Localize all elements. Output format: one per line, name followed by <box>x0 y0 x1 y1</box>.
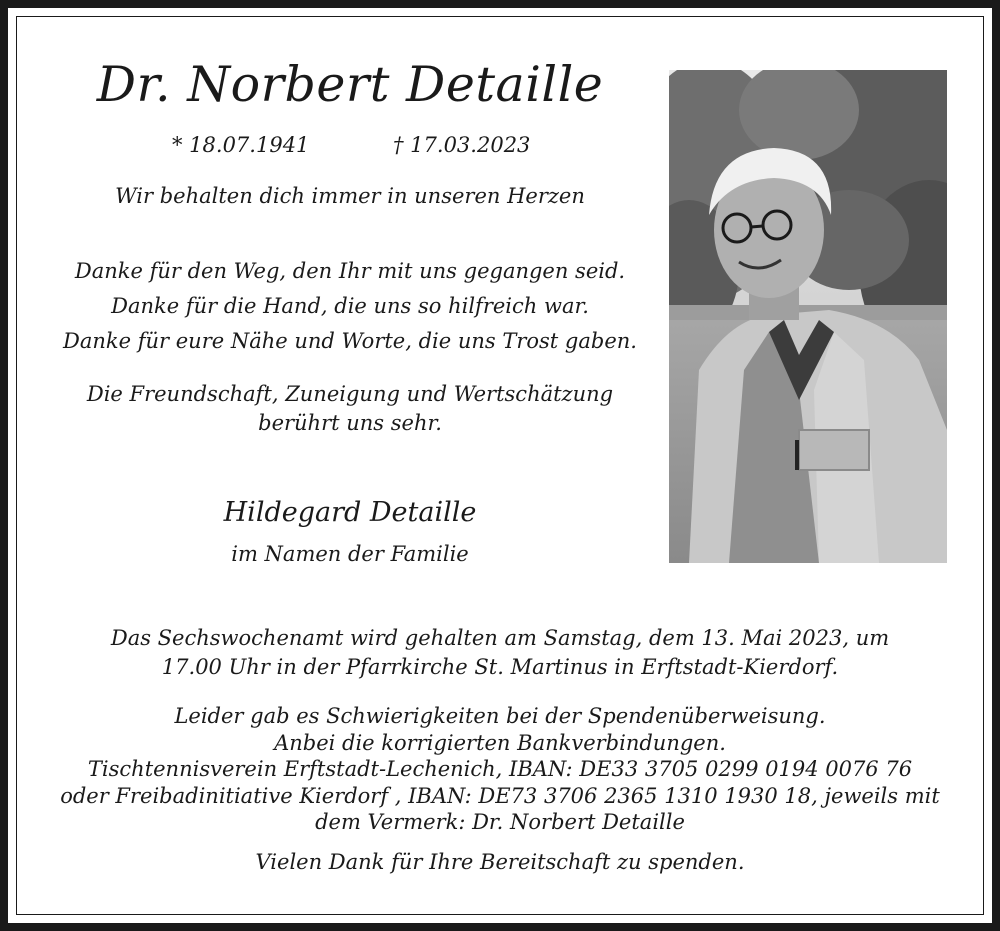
friendship-text <box>50 380 650 438</box>
friendship-line: Die Freundschaft, Zuneigung und Wertschätzung <box>86 382 614 406</box>
deceased-name: Dr. Norbert Detaille <box>96 56 604 113</box>
donation-line: Tischtennisverein Erftstadt-Lechenich, IBAN: DE33 3705 0299 0194 0076 76 <box>87 757 913 781</box>
donation-line: Leider gab es Schwierigkeiten bei der Spendenüberweisung. <box>174 704 826 728</box>
thanks-line: Vielen Dank für Ihre Bereitschaft zu spenden. <box>255 850 745 874</box>
motto: Wir behalten dich immer in unseren Herzen <box>115 184 585 208</box>
service-line: 17.00 Uhr in der Pfarrkirche St. Martinus in Erftstadt-Kierdorf. <box>161 655 839 679</box>
poem-line: Danke für eure Nähe und Worte, die uns Trost gaben. <box>63 329 637 353</box>
friendship-line: berührt uns sehr. <box>258 411 442 435</box>
donation-line: oder Freibadinitiative Kierdorf , IBAN: DE73 3706 2365 1310 1930 18, jeweils mit <box>60 783 940 808</box>
portrait-photo <box>669 70 947 563</box>
donation-notice <box>40 703 960 836</box>
signer-name: Hildegard Detaille <box>223 497 477 528</box>
donation-line: dem Vermerk: Dr. Norbert Detaille <box>315 810 685 834</box>
poem <box>40 254 660 359</box>
donation-line: Anbei die korrigierten Bankverbindungen. <box>274 730 726 755</box>
signer-subtitle: im Namen der Familie <box>231 542 469 566</box>
service-line: Das Sechswochenamt wird gehalten am Samstag, dem 13. Mai 2023, um <box>110 626 890 650</box>
service-announcement <box>40 624 960 682</box>
death-date: † 17.03.2023 <box>393 133 531 157</box>
portrait-illustration <box>669 70 947 563</box>
birth-date: * 18.07.1941 <box>172 133 310 157</box>
poem-line: Danke für den Weg, den Ihr mit uns gegangen seid. <box>74 259 626 283</box>
poem-line: Danke für die Hand, die uns so hilfreich war. <box>111 294 589 318</box>
